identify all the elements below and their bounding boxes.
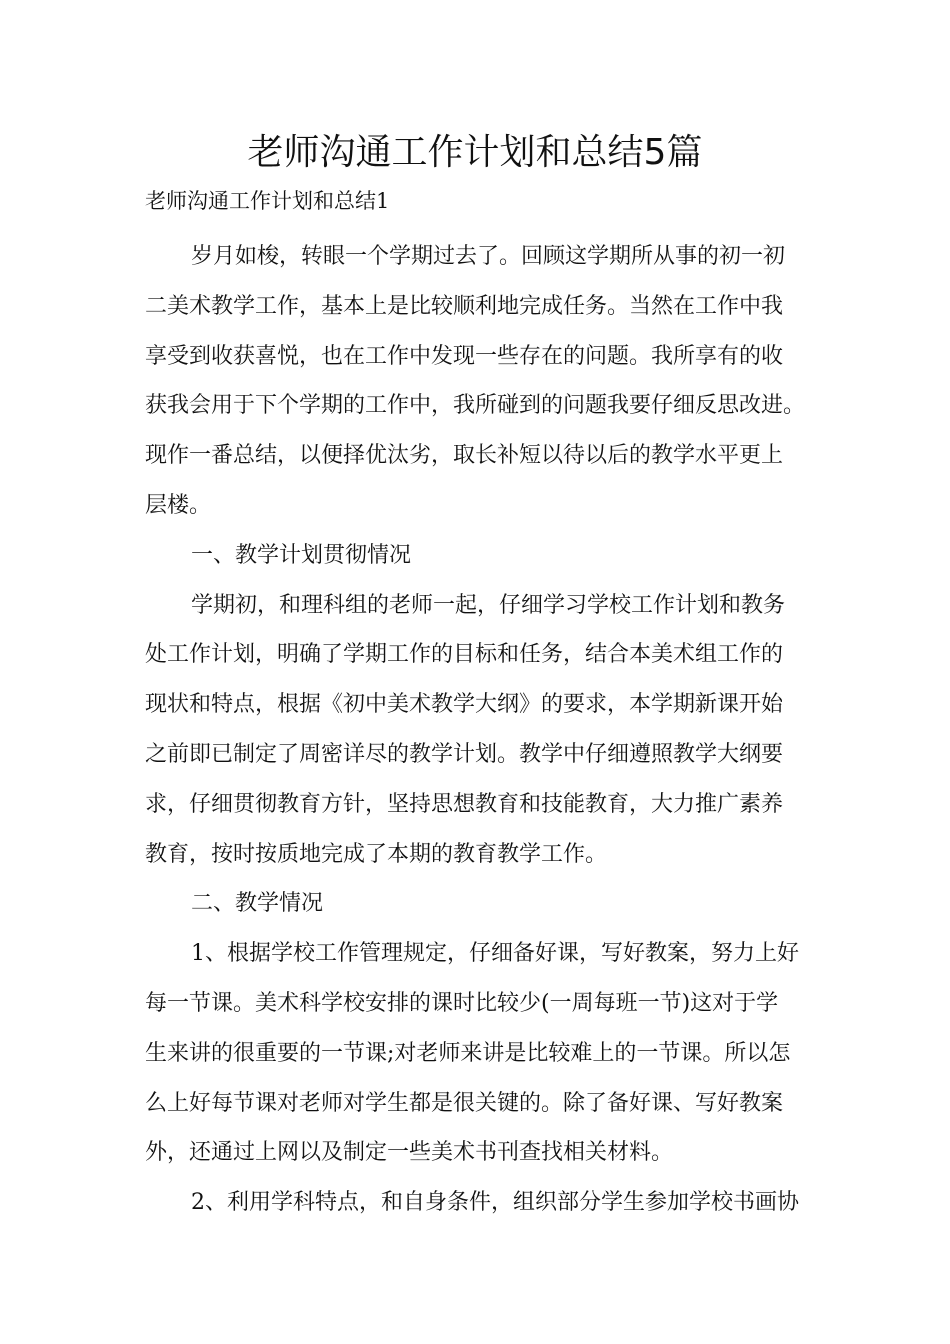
body-line: 学期初，和理科组的老师一起，仔细学习学校工作计划和教务 [191,592,786,618]
body-line: 生来讲的很重要的一节课;对老师来讲是比较难上的一节课。所以怎 [145,1040,791,1066]
section-heading: 一、教学计划贯彻情况 [191,542,412,568]
body-line: 2、利用学科特点，和自身条件，组织部分学生参加学校书画协 [191,1190,799,1216]
body-line: 享受到收获喜悦，也在工作中发现一些存在的问题。我所享有的收 [145,343,784,369]
body-line: 教育，按时按质地完成了本期的教育教学工作。 [145,841,608,867]
body-line: 1、根据学校工作管理规定，仔细备好课，写好教案，努力上好 [191,941,799,967]
body-line: 二美术教学工作，基本上是比较顺利地完成任务。当然在工作中我 [145,293,784,319]
body-line: 现作一番总结，以便择优汰劣，取长补短以待以后的教学水平更上 [145,443,784,469]
body-line: 层楼。 [145,492,212,518]
body-line: 外，还通过上网以及制定一些美术书刊查找相关材料。 [145,1140,674,1166]
body-line: 求，仔细贯彻教育方针，坚持思想教育和技能教育，大力推广素养 [145,791,784,817]
document-subtitle: 老师沟通工作计划和总结1 [145,189,390,213]
body-line: 么上好每节课对老师对学生都是很关键的。除了备好课、写好教案 [145,1090,784,1116]
document-title: 老师沟通工作计划和总结5篇 [247,132,703,173]
document-body [145,232,825,1228]
section-heading: 二、教学情况 [191,891,324,917]
body-line: 之前即已制定了周密详尽的教学计划。教学中仔细遵照教学大纲要 [145,741,784,767]
body-line: 获我会用于下个学期的工作中，我所碰到的问题我要仔细反思改进。 [145,393,806,419]
body-line: 处工作计划，明确了学期工作的目标和任务，结合本美术组工作的 [145,642,784,668]
body-line: 岁月如梭，转眼一个学期过去了。回顾这学期所从事的初一初 [191,244,786,269]
body-line: 现状和特点，根据《初中美术教学大纲》的要求，本学期新课开始 [145,692,784,718]
body-line: 每一节课。美术科学校安排的课时比较少(一周每班一节)这对于学 [145,990,779,1016]
